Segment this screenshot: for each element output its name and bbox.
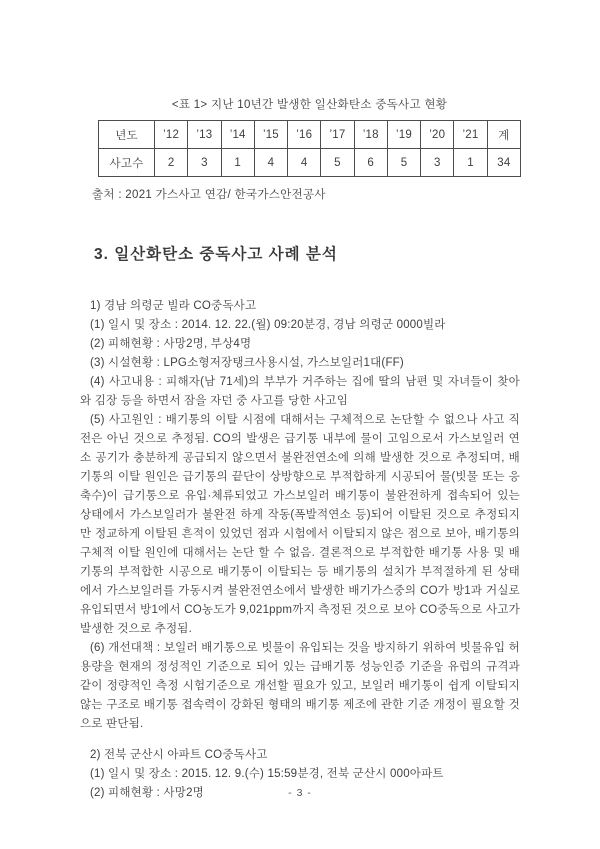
table-header-cell-12: ’12 (155, 121, 188, 149)
case2-line-datetime: (1) 일시 및 장소 : 2015. 12. 9.(수) 15:59분경, 전북 군산시 000아파트 (90, 768, 444, 780)
section-heading: 3. 일산화탄소 중독사고 사례 분석 (94, 246, 338, 263)
table-data-cell-16: 4 (288, 149, 321, 177)
table-header-cell-20: ’20 (421, 121, 454, 149)
case1-line-description: (4) 사고내용 : 피해자(남 71세)의 부부가 거주하는 집에 딸의 남편 및 자녀들이 찾아와 김장 등을 하면서 잠을 자던 중 사고를 당한 사고임 (80, 376, 520, 407)
table-data-cell-18: 6 (354, 149, 387, 177)
case1-line-facility: (3) 시설현황 : LPG소형저장탱크사용시설, 가스보일러1대(FF) (90, 357, 404, 369)
page-number: - 3 - (288, 787, 312, 799)
table-header-cell-year: 년도 (99, 121, 155, 149)
table-header-cell-13: ’13 (188, 121, 221, 149)
table-data-cell-20: 3 (421, 149, 454, 177)
case1-line-cause: (5) 사고원인 : 배기통의 이탈 시점에 대해서는 구체적으로 논단할 수 없으나 사고 직전은 아닌 것으로 추정됨. CO의 발생은 급기통 내부에 물이 고임으로서 가스보일러 연소 공기가 충분하게 공급되지 않으면서 불완전연소에 의해 발생한 것으로 추정되며, 배기통의 이탈 원인은 급기통의 끝단이 상방향으로 부적합하게 시공되어 물(빗물 또는 응축수)이 급기통으로 유입·체류되었고 가스보일러 배기통이 불완전하게 접속되어 있는 상태에서 가스보일러가 불완전 하게 작동(폭발적연소 등)되어 이탈된 것으로 추정되지만 정교하게 이탈된 흔적이 있었던 점과 시험에서 이탈되지 않은 점으로 보아, 배기통의 구체적 이탈 원인에 대해서는 논단 할 수 없음. 결론적으로 부적합한 배기통 사용 및 배기통의 부적합한 시공으로 배기통이 이탈되는 등 배기통의 설치가 부적절하게 된 상태에서 가스보일러를 가동시켜 불완전연소에서 발생한 배기가스중의 CO가 방1과 거실로 유입되면서 방1에서 CO농도가 9,021ppm까지 측정된 것으로 보아 CO중독으로 사고가 발생한 것으로 추정됨. (80, 414, 520, 635)
table-data-cell-21: 1 (454, 149, 487, 177)
case-analysis-body (80, 297, 520, 803)
table-header-cell-17: ’17 (321, 121, 354, 149)
table-header-cell-14: ’14 (221, 121, 254, 149)
table-data-cell-19: 5 (387, 149, 420, 177)
case1-line-datetime: (1) 일시 및 장소 : 2014. 12. 22.(월) 09:20분경, 경남 의령군 0000빌라 (90, 319, 446, 331)
table-data-cell-15: 4 (254, 149, 287, 177)
table-header-cell-15: ’15 (254, 121, 287, 149)
table-caption: <표 1> 지난 10년간 발생한 일산화탄소 중독사고 현황 (171, 99, 448, 111)
page-content (80, 96, 520, 803)
co-accident-stats-table (98, 120, 521, 177)
case2-title: 2) 전북 군산시 아파트 CO중독사고 (90, 749, 268, 761)
table-data-cell-12: 2 (155, 149, 188, 177)
case1-line-damage: (2) 피해현황 : 사망2명, 부상4명 (90, 338, 252, 350)
table-data-cell-13: 3 (188, 149, 221, 177)
table-data-row (99, 149, 521, 177)
table-data-cell-14: 1 (221, 149, 254, 177)
table-source: 출처 : 2021 가스사고 연감/ 한국가스안전공사 (92, 189, 326, 201)
case1-title: 1) 경남 의령군 빌라 CO중독사고 (90, 300, 257, 312)
case1-block (80, 297, 520, 734)
case2-line-damage: (2) 피해현황 : 사망2명 (90, 787, 204, 799)
table-header-cell-21: ’21 (454, 121, 487, 149)
table-header-cell-18: ’18 (354, 121, 387, 149)
table-data-cell-total: 34 (487, 149, 520, 177)
table-header-cell-19: ’19 (387, 121, 420, 149)
table-header-cell-16: ’16 (288, 121, 321, 149)
accident-table-section (98, 96, 521, 177)
table-header-cell-total: 계 (487, 121, 520, 149)
table-header-row (99, 121, 521, 149)
table-data-cell-label: 사고수 (99, 149, 155, 177)
table-data-cell-17: 5 (321, 149, 354, 177)
case1-line-countermeasure: (6) 개선대책 : 보일러 배기통으로 빗물이 유입되는 것을 방지하기 위하여 빗물유입 허용량을 현재의 정성적인 기준으로 되어 있는 급배기통 성능인증 기준을 유럽의 규격과 같이 정량적인 측정 시험기준으로 개선할 필요가 있고, 보일러 배기통이 쉽게 이탈되지 않는 구조로 배기통 접속력이 강화된 형태의 배기통 제조에 관한 기준 개정이 필요할 것으로 판단됨. (80, 642, 520, 730)
